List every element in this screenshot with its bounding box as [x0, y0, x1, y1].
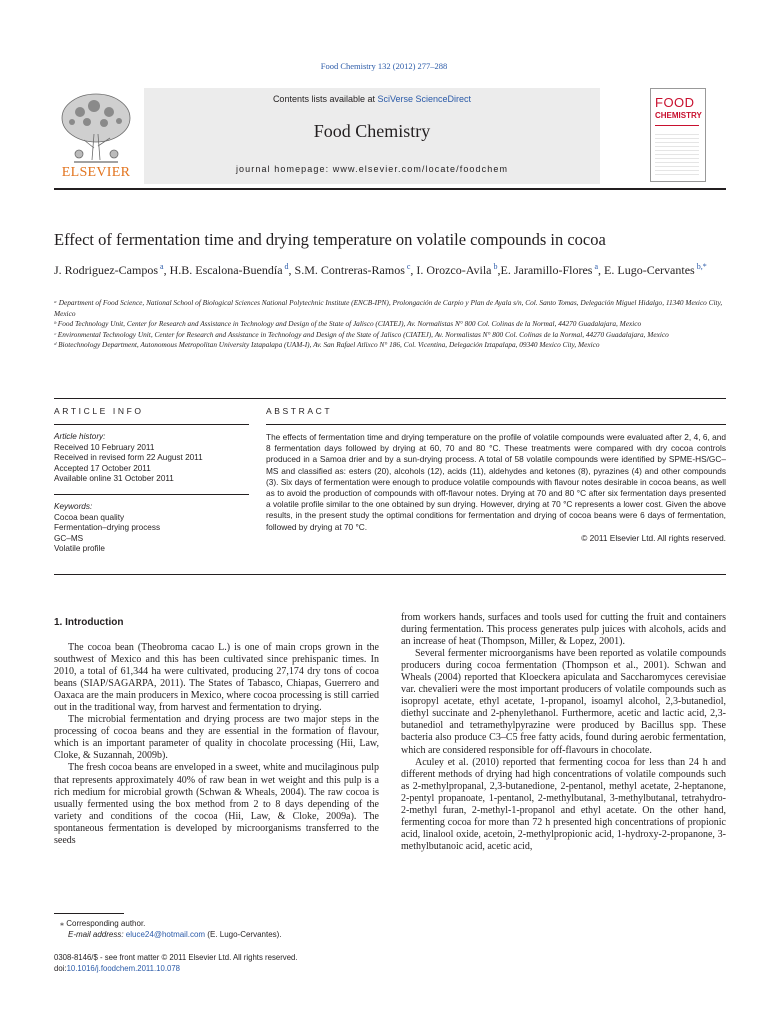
footnote-rule [54, 913, 124, 914]
journal-header [54, 88, 702, 184]
cover-contents-lines [655, 131, 699, 175]
keyword-item: Fermentation–drying process [54, 523, 161, 532]
publisher-wordmark: ELSEVIER [61, 165, 131, 180]
body-paragraph: The fresh cocoa beans are enveloped in a sweet, white and mucilaginous pulp that represents approximately 40% of raw bean in wet weight and this pulp is a rich medium for microbial growth (Schwan & Wheals, 2004). The raw cocoa is usually fermented using the box method from 2 to 8 days depending of the variety and conditions of the cocoa (Hii, Law, & Cloke, 2009a). The spontaneous fermentation is developed by microorganisms transferred to the seeds [54, 762, 379, 846]
body-paragraph: from workers hands, surfaces and tools used for cutting the fruit and containers during fermentation. This process generates pulp juices with alcohols, acids and an increase of heat (Thompson, Miller, & Lopez, 2001). [401, 612, 726, 648]
body-paragraph: The microbial fermentation and drying process are two major steps in the processing of cocoa beans and they are essential in the formation of flavour, which is an important parameter of quality in chocolate processing (Hii, Law, Cloke, & Suzannah, 2009b). [54, 714, 379, 762]
body-paragraph: The cocoa bean (Theobroma cacao L.) is one of main crops grown in the southwest of Mexico and this has been cultivated since prehispanic times. In 2010, a total of 61,344 ha were cultivated, producing 27,174 dry tons of cocoa beans (SIAP/SAGARPA, 2011). The States of Tabasco, Chiapas, Guerrero and Oaxaca are the main producers in Mexico, where cocoa processing is still carried out in the traditional way, from harvest and fermentation to drying. [54, 642, 379, 714]
history-item: Received in revised form 22 August 2011 [54, 453, 203, 462]
history-item: Available online 31 October 2011 [54, 474, 174, 483]
contents-line: Contents lists available at SciVerse ScienceDirect [272, 94, 472, 104]
abstract-copyright: © 2011 Elsevier Ltd. All rights reserved. [581, 532, 726, 543]
cover-rule [655, 125, 699, 126]
affiliation-list [54, 298, 730, 351]
doi-link[interactable]: 10.1016/j.foodchem.2011.10.078 [66, 964, 181, 973]
article-info-label: ARTICLE INFO [54, 406, 144, 416]
cover-title-food: FOOD [655, 95, 695, 110]
section-heading-introduction: 1. Introduction [54, 617, 124, 628]
info-divider-top [54, 398, 726, 399]
author-affiliation-marker[interactable]: d [282, 262, 289, 271]
journal-reference[interactable]: Food Chemistry 132 (2012) 277–288 [320, 61, 448, 71]
author-separator: , [163, 263, 170, 277]
history-item: Received 10 February 2011 [54, 442, 155, 452]
history-list [54, 443, 249, 485]
corresponding-author-note: ⁎ Corresponding author. [60, 919, 146, 928]
author-affiliation-marker[interactable]: a [158, 262, 164, 271]
author-separator: , [288, 263, 295, 277]
elsevier-logo [54, 88, 138, 184]
author-affiliation-marker[interactable]: c [404, 262, 411, 271]
affiliation-item: ᵇ Food Technology Unit, Center for Research and Assistance in Technology and Design of the State of Jalisco (CIATEJ), Av. Normalistas N° 800 Col. Colinas de la Normal, 44270 Guadalajara, Mexico [54, 319, 642, 328]
keywords-divider [54, 494, 249, 495]
front-matter: 0308-8146/$ - see front matter © 2011 Elsevier Ltd. All rights reserved. doi:10.1016/j.foodchem.2011.10.078 [54, 952, 394, 974]
author-name: E. Jaramillo-Flores [500, 263, 593, 277]
author-affiliation-marker[interactable]: b,* [694, 262, 707, 271]
abstract-paragraph: The effects of fermentation time and drying temperature on the profile of volatile compounds were evaluated after 2, 4, 6, and 8 fermentation days followed by drying at 60, 70 and 80 °C. These treatments were compared with dry cocoa controls produced in a Samoa drier and by a sun-drying process. A total of 58 volatile compounds were identified by SPME-HS/GC–MS and classified as: esters (20), alcohols (12), acids (11), aldehydes and ketones (8), pyrazines (4) and other compounds (3). Six days of fermentation were enough to produce volatile compounds with flavour notes desirable in cocoa beans, as well as to avoid the production of compounds with off-flavour notes. Drying at 70 and 80 °C after six fermentation days presented a volatile profile similar to the one obtained by sun drying. However, drying at 70 °C represents a lower cost. Given the above results, in the present study the optimal conditions for fermentation and drying of cocoa beans were 6 days of fermentation, followed by drying at 70 °C. [266, 432, 726, 532]
journal-banner [144, 88, 600, 184]
keyword-list [54, 513, 249, 555]
journal-title: Food Chemistry [313, 121, 431, 141]
author-separator: , [497, 263, 501, 277]
author-separator: , [410, 263, 417, 277]
cover-title-chemistry: CHEMISTRY [655, 111, 702, 120]
abstract-divider-bottom [54, 574, 726, 575]
keywords-section [54, 502, 249, 555]
author-name: J. Rodriguez-Campos [54, 263, 158, 277]
footnote: ⁎ Corresponding author. E-mail address: eluce24@hotmail.com (E. Lugo-Cervantes). [54, 918, 394, 940]
abstract-rule [266, 424, 726, 425]
affiliation-item: ᵈ Biotechnology Department, Autonomous Metropolitan University Iztapalapa (UAM-I), Av. San Rafael Atlixco N° 186, Col. Vicentina, Delegación Iztapalapa, 09340 Mexico City, Mexico [54, 340, 600, 349]
body-column-left [54, 642, 379, 847]
keyword-item: GC–MS [54, 533, 84, 543]
affiliation-item: ᵃ Department of Food Science, National School of Biological Sciences National Polytechnic Institute (ENCB-IPN), Prolongación de Carpio y Plan de Ayala s/n, Col. Santo Tomas, Delegación Miguel Hidalgo, 11340 Mexico City, Mexico [54, 298, 723, 318]
author-name: S.M. Contreras-Ramos [294, 263, 405, 277]
body-paragraph: Aculey et al. (2010) reported that fermenting cocoa for less than 24 h and different methods of drying had high concentrations of volatile compounds such as 2-methylpropanal, 2,3-butanedione, 2-pentanol, methyl acetate, 2-heptanone, 2-pentyl propanoate, 1-pentanol, 2-methylbutanal, 3-methylbutanal, tetrahydro-2-methyl furan, 2-methyl-1-propanol and ethyl acetate. On the other hand, fermenting cocoa for more than 72 h presented high concentrations of propionic acid, linalool oxide, acetoin, 2-methylpropionic acid, 1-hydroxy-2-propanone, 3-methylbutanoic acid, acetic acid, [401, 756, 726, 852]
sciencedirect-link[interactable]: SciVerse ScienceDirect [377, 94, 472, 104]
body-column-right [401, 612, 726, 853]
history-label: Article history: [54, 432, 106, 441]
keyword-item: Volatile profile [54, 544, 105, 553]
journal-cover-thumbnail [650, 88, 706, 182]
author-email-link[interactable]: eluce24@hotmail.com [125, 930, 206, 939]
history-item: Accepted 17 October 2011 [54, 463, 151, 473]
author-name: H.B. Escalona-Buendía [169, 263, 283, 277]
author-affiliation-marker[interactable]: a [592, 262, 599, 271]
article-history [54, 432, 249, 485]
author-affiliation-marker[interactable]: b [491, 262, 498, 271]
body-paragraph: Several fermenter microorganisms have been reported as volatile compounds producers during cocoa fermentation (Thompson et al., 2001). Schwan and Wheals (2004) reported that Kloeckera apiculata and Saccharomyces cerevisiae var. chevalieri were the most important producers of volatile compounds such as isopropyl acetate, ethyl acetate, 1-propanol, isoamyl alcohol, 2,3-butanediol, diethyl succinate and 2-phenylethanol. Furthermore, acetic and lactic acid, 2,3-butanediol and tetramethylpyrazine were produced by Bacillus spp. These bacteria also produce C3–C5 free fatty acids, found during aerobic fermentation, which are considered responsible for off-flavours in chocolate. [401, 648, 726, 756]
abstract-body [266, 432, 726, 544]
journal-homepage[interactable]: journal homepage: www.elsevier.com/locate/foodchem [235, 164, 509, 174]
author-list [54, 259, 726, 278]
keyword-item: Cocoa bean quality [54, 512, 125, 522]
keywords-label: Keywords: [54, 502, 93, 511]
author-separator: , [598, 263, 605, 277]
affiliation-item: ᶜ Environmental Technology Unit, Center for Research and Assistance in Technology and Design of the State of Jalisco (CIATEJ), Av. Normalistas N° 800 Col. Colinas de la Normal, 44270 Guadalajara, Mexico [54, 329, 669, 339]
header-divider [54, 188, 726, 190]
abstract-label: ABSTRACT [266, 406, 333, 416]
article-title: Effect of fermentation time and drying temperature on volatile compounds in cocoa [54, 230, 606, 249]
author-name: I. Orozco-Avila [416, 263, 492, 277]
article-info-rule [54, 424, 249, 425]
issn-line: 0308-8146/$ - see front matter © 2011 Elsevier Ltd. All rights reserved. [54, 953, 298, 962]
author-name: E. Lugo-Cervantes [604, 263, 695, 277]
